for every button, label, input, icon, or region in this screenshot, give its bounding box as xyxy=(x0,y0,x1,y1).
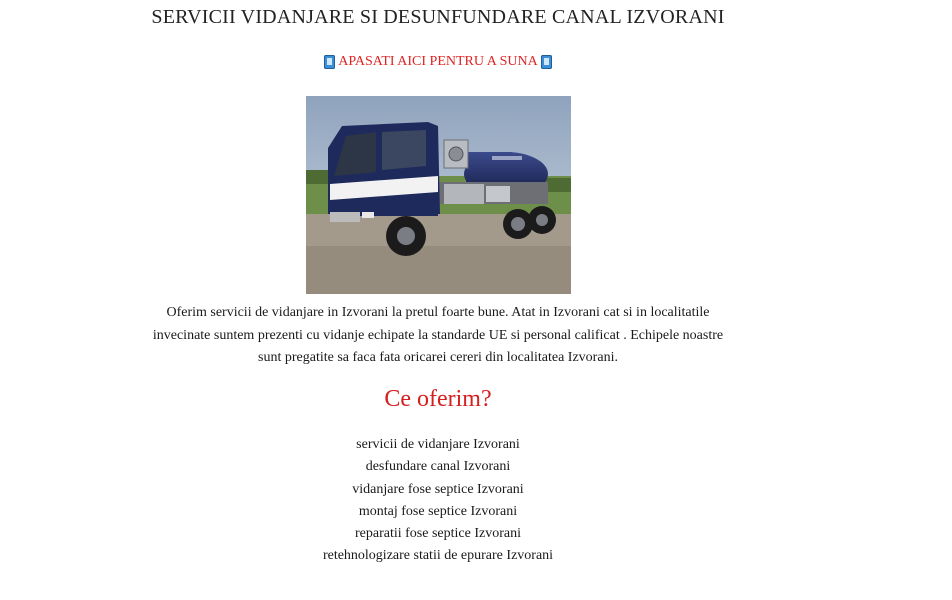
list-item: reparatii fose septice Izvorani xyxy=(355,526,521,542)
services-list xyxy=(0,434,876,568)
page-title: SERVICII VIDANJARE SI DESUNFUNDARE CANAL IZVORANI xyxy=(151,6,725,28)
list-item: montaj fose septice Izvorani xyxy=(358,503,518,519)
call-link-row xyxy=(0,54,876,70)
list-item: retehnologizare statii de epurare Izvorani xyxy=(322,548,554,564)
list-item: vidanjare fose septice Izvorani xyxy=(352,481,524,497)
service-description: Oferim servicii de vidanjare in Izvorani la pretul foarte bune. Atat in Izvorani cat si in localitatile invecinate suntem prezenti cu vidanje echipate la standarde UE si personal calificat . Echipele noastre sunt pregatite sa faca fata oricarei cereri din localitatea Izvorani. xyxy=(152,305,724,365)
call-link[interactable]: APASATI AICI PENTRU A SUNA xyxy=(338,54,538,69)
list-item: servicii de vidanjare Izvorani xyxy=(356,437,520,452)
phone-icon xyxy=(541,55,552,69)
list-item: desfundare canal Izvorani xyxy=(365,459,511,475)
phone-icon xyxy=(324,55,335,69)
truck-photo xyxy=(306,96,571,294)
offer-heading: Ce oferim? xyxy=(384,386,492,412)
